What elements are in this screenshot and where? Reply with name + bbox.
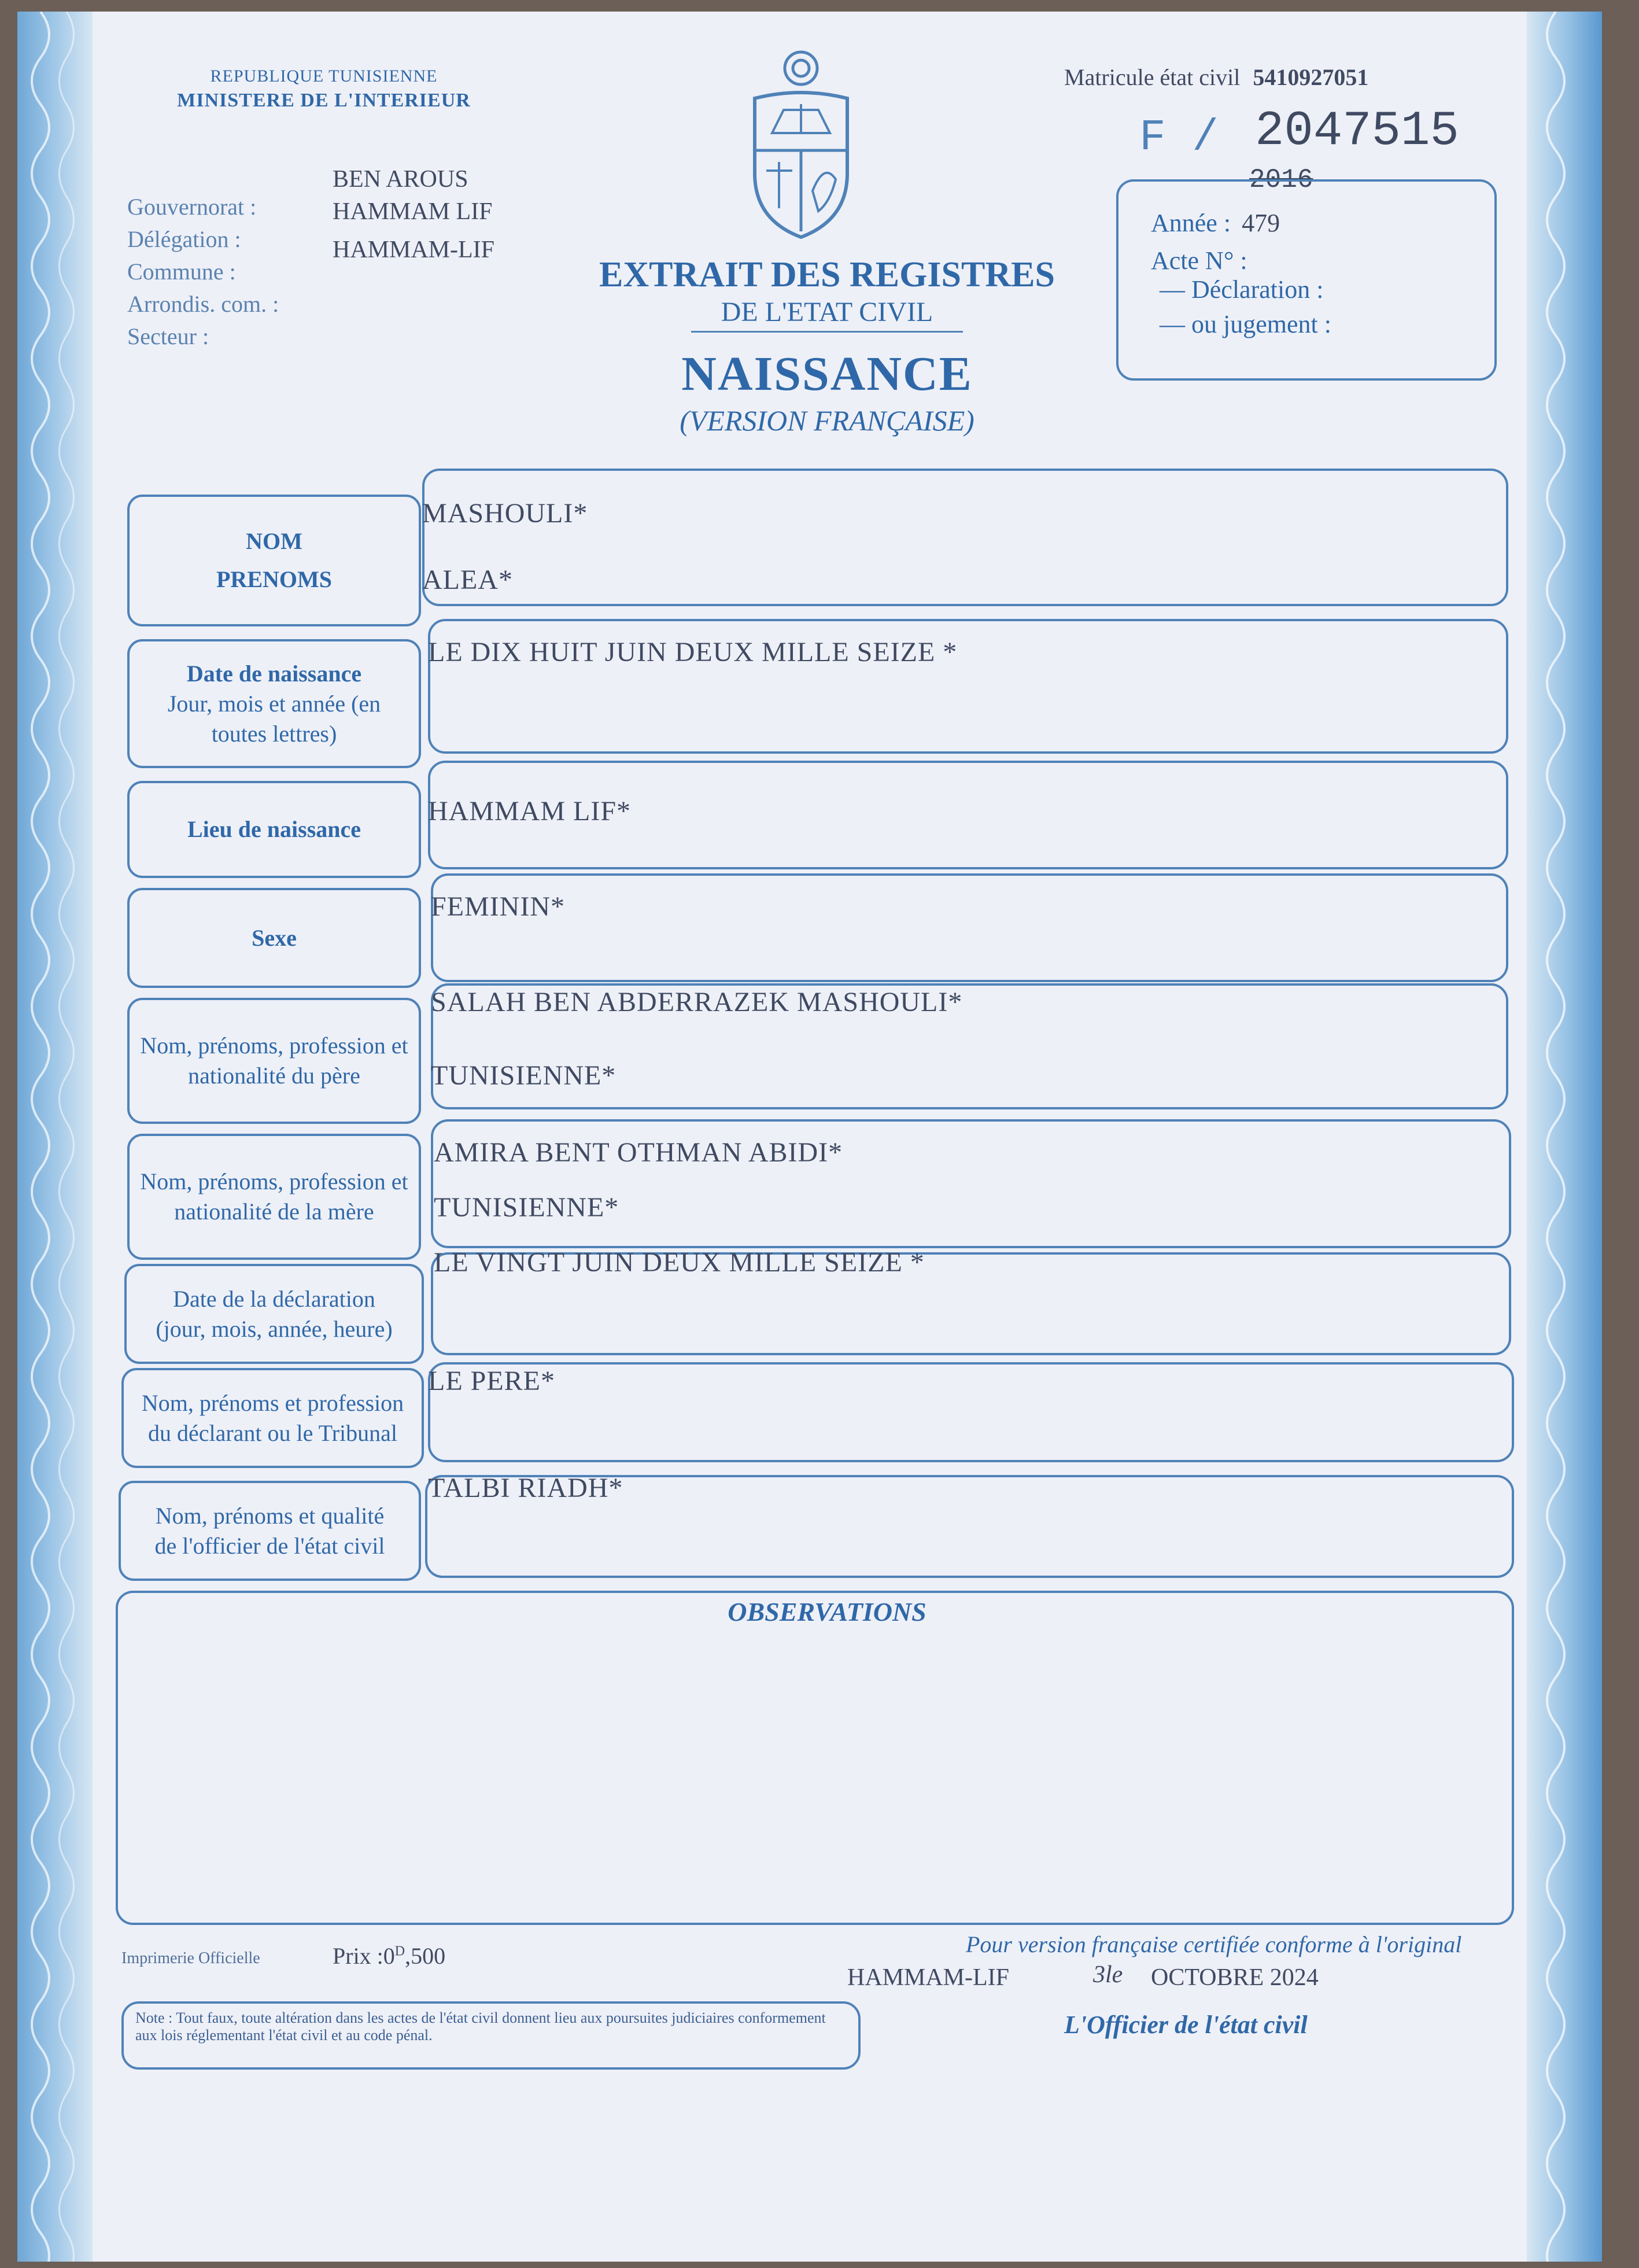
- title-etat-civil: DE L'ETAT CIVIL: [721, 297, 933, 327]
- jugement-label: — ou jugement :: [1160, 310, 1331, 338]
- title-extrait: EXTRAIT DES REGISTRES: [599, 255, 1055, 294]
- governorat-label: Gouvernorat :: [127, 194, 257, 220]
- label-nom-prenoms: [127, 495, 421, 626]
- f-number: 2047515: [1255, 104, 1459, 159]
- label-date-naissance-detail: Jour, mois et année (en toutes lettres): [167, 690, 381, 747]
- value-officier: TALBI RIADH*: [428, 1473, 623, 1503]
- label-date-naissance-title: Date de naissance: [186, 660, 362, 687]
- f-prefix: F /: [1139, 113, 1219, 163]
- arrondis-label: Arrondis. com. :: [127, 291, 279, 317]
- value-declarant: LE PERE*: [428, 1366, 555, 1396]
- observations-title: OBSERVATIONS: [728, 1597, 926, 1627]
- geo-labels: [127, 191, 279, 353]
- label-sexe: [127, 888, 421, 988]
- footer-place: HAMMAM-LIF: [847, 1964, 1010, 1991]
- annee-label: Année :: [1151, 209, 1231, 237]
- value-pere-nationalite: TUNISIENNE*: [431, 1060, 617, 1091]
- label-date-declaration-text: Date de la déclaration (jour, mois, année, heure): [156, 1285, 393, 1342]
- value-box-declarant: [428, 1362, 1514, 1462]
- title-underline: [691, 331, 963, 333]
- label-nom: NOM: [246, 528, 302, 554]
- matricule-label: Matricule état civil: [1064, 64, 1241, 90]
- commune-value: HAMMAM-LIF: [333, 237, 495, 263]
- annee-value: 479: [1242, 209, 1280, 237]
- price-end: ,500: [405, 1943, 446, 1969]
- label-date-declaration: [124, 1264, 424, 1364]
- title-version: (VERSION FRANÇAISE): [680, 404, 974, 437]
- label-pere: [127, 998, 421, 1124]
- acte-label: Acte N° :: [1151, 246, 1247, 275]
- label-declarant-text: Nom, prénoms et profession du déclarant ou le Tribunal: [141, 1389, 404, 1446]
- label-pere-text: Nom, prénoms, profession et nationalité du père: [140, 1032, 408, 1089]
- label-date-naissance: [127, 639, 421, 768]
- value-box-sexe: [431, 873, 1508, 982]
- value-nom: MASHOULI*: [422, 498, 588, 529]
- ministry-heading: MINISTERE DE L'INTERIEUR: [177, 90, 471, 111]
- right-decorative-border: [1527, 12, 1602, 2262]
- delegation-label: Délégation :: [127, 226, 241, 252]
- price-main: Prix :0: [333, 1943, 395, 1969]
- geo-values: [333, 163, 494, 266]
- value-mere-nom: AMIRA BENT OTHMAN ABIDI*: [434, 1137, 843, 1168]
- annee-line: [1151, 208, 1280, 238]
- declaration-label: — Déclaration :: [1160, 275, 1324, 304]
- commune-label: Commune :: [127, 259, 236, 285]
- officer-signature-label: L'Officier de l'état civil: [1064, 2011, 1308, 2039]
- secteur-label: Secteur :: [127, 323, 209, 349]
- matricule-value: 5410927051: [1253, 64, 1369, 90]
- republic-heading: REPUBLIQUE TUNISIENNE: [210, 67, 438, 86]
- observations-box: [116, 1591, 1514, 1925]
- label-officier-text: Nom, prénoms et qualité de l'officier de l'état civil: [154, 1502, 385, 1559]
- footer-date: OCTOBRE 2024: [1151, 1964, 1319, 1991]
- value-box-nom: [422, 469, 1508, 606]
- label-declarant: [121, 1368, 424, 1468]
- value-pere-nom: SALAH BEN ABDERRAZEK MASHOULI*: [431, 987, 963, 1017]
- governorat-value: BEN AROUS: [333, 166, 468, 193]
- label-sexe-text: Sexe: [252, 924, 297, 951]
- value-prenoms: ALEA*: [422, 565, 513, 595]
- title-naissance: NAISSANCE: [681, 347, 973, 401]
- label-lieu-naissance: [127, 781, 421, 878]
- footer-day: 3le: [1093, 1961, 1123, 1988]
- value-sexe: FEMININ*: [431, 891, 565, 922]
- value-date-declaration: LE VINGT JUIN DEUX MILLE SEIZE *: [434, 1247, 925, 1278]
- matricule-line: [1064, 64, 1368, 91]
- value-mere-nationalite: TUNISIENNE*: [434, 1192, 619, 1223]
- document-sheet: [17, 12, 1602, 2262]
- label-officier: [119, 1481, 421, 1581]
- label-prenoms: PRENOMS: [216, 566, 332, 592]
- price-sup: D: [394, 1944, 405, 1959]
- printer-label: Imprimerie Officielle: [121, 1949, 260, 1967]
- delegation-value: HAMMAM LIF: [333, 198, 493, 225]
- legal-note: Note : Tout faux, toute altération dans les actes de l'état civil donnent lieu aux poursuites judiciaires conformement aux lois réglementant l'état civil et au code pénal.: [121, 2001, 861, 2070]
- tunisia-coat-of-arms-icon: [737, 46, 865, 243]
- year-overprint: 2016: [1249, 165, 1313, 195]
- left-decorative-border: [17, 12, 93, 2262]
- price: [333, 1942, 445, 1970]
- value-date-naissance: LE DIX HUIT JUIN DEUX MILLE SEIZE *: [428, 637, 958, 668]
- label-lieu-naissance-text: Lieu de naissance: [187, 816, 361, 842]
- value-lieu-naissance: HAMMAM LIF*: [428, 796, 632, 827]
- certified-line: Pour version française certifiée conforme à l'original: [966, 1931, 1462, 1957]
- label-mere-text: Nom, prénoms, profession et nationalité de la mère: [140, 1168, 408, 1225]
- label-mere: [127, 1134, 421, 1260]
